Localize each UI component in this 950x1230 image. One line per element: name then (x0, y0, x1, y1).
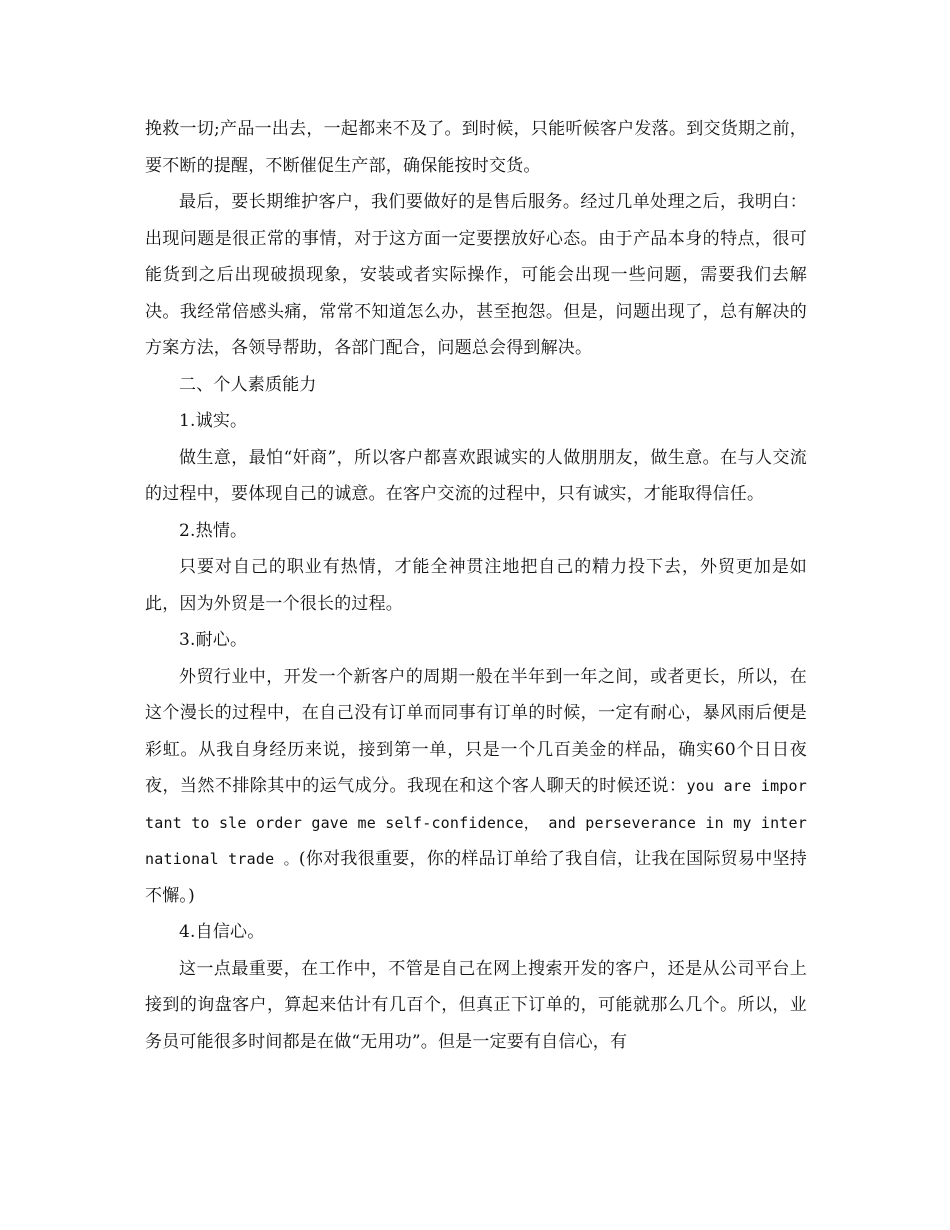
subheading-honesty: 1.诚实。 (179, 411, 248, 431)
subheading-patience: 3.耐心。 (179, 630, 248, 650)
patience-text: 外贸行业中，开发一个新客户的周期一般在半年到一年之间，或者更长，所以，在这个漫长的过程中，在自己没有订单而同事有订单的时候，一定有耐心，暴风雨后便是彩虹。从我自身经历来说，接到第一单，只是一个几百美金的样品，确实60个日日夜夜，当然不排除其中的运气成分。我现在和这个客人聊天的时候还说： (145, 666, 807, 796)
paragraph-patience (145, 659, 807, 915)
paragraph-confidence: 这一点最重要，在工作中，不管是自己在网上搜索开发的客户，还是从公司平台上接到的询盘客户，算起来估计有几百个，但真正下订单的，可能就那么几个。所以，业务员可能很多时间都是在做“无用功”。但是一定要有自信心，有 (145, 958, 807, 1052)
section-heading-personal-qualities: 二、个人素质能力 (179, 374, 317, 395)
paragraph-after-sales: 最后，要长期维护客户，我们要做好的是售后服务。经过几单处理之后，我明白：出现问题是很正常的事情，对于这方面一定要摆放好心态。由于产品本身的特点，很可能货到之后出现破损现象，安装或者实际操作，可能会出现一些问题，需要我们去解决。我经常倍感头痛，常常不知道怎么办，甚至抱怨。但是，问题出现了，总有解决的方案方法，各领导帮助，各部门配合，问题总会得到解决。 (145, 192, 807, 358)
paragraph-enthusiasm: 只要对自己的职业有热情，才能全神贯注地把自己的精力投下去，外贸更加是如此，因为外贸是一个很长的过程。 (145, 557, 807, 614)
chinese-translation: (你对我很重要，你的样品订单给了我自信，让我在国际贸易中坚持不懈。) (145, 849, 807, 906)
subheading-enthusiasm: 2.热情。 (179, 520, 248, 541)
english-quote: you are important to sle order gave me self-confidence， and perseverance in my international trade 。 (145, 777, 808, 868)
paragraph-delivery: 挽救一切;产品一出去，一起都来不及了。到时候，只能听候客户发落。到交货期之前，要不断的提醒，不断催促生产部，确保能按时交货。 (145, 119, 807, 176)
paragraph-honesty: 做生意，最怕“奸商”，所以客户都喜欢跟诚实的人做朋朋友，做生意。在与人交流的过程中，要体现自己的诚意。在客户交流的过程中，只有诚实，才能取得信任。 (145, 447, 807, 504)
subheading-confidence: 4.自信心。 (179, 922, 265, 942)
document-body (145, 111, 807, 1060)
